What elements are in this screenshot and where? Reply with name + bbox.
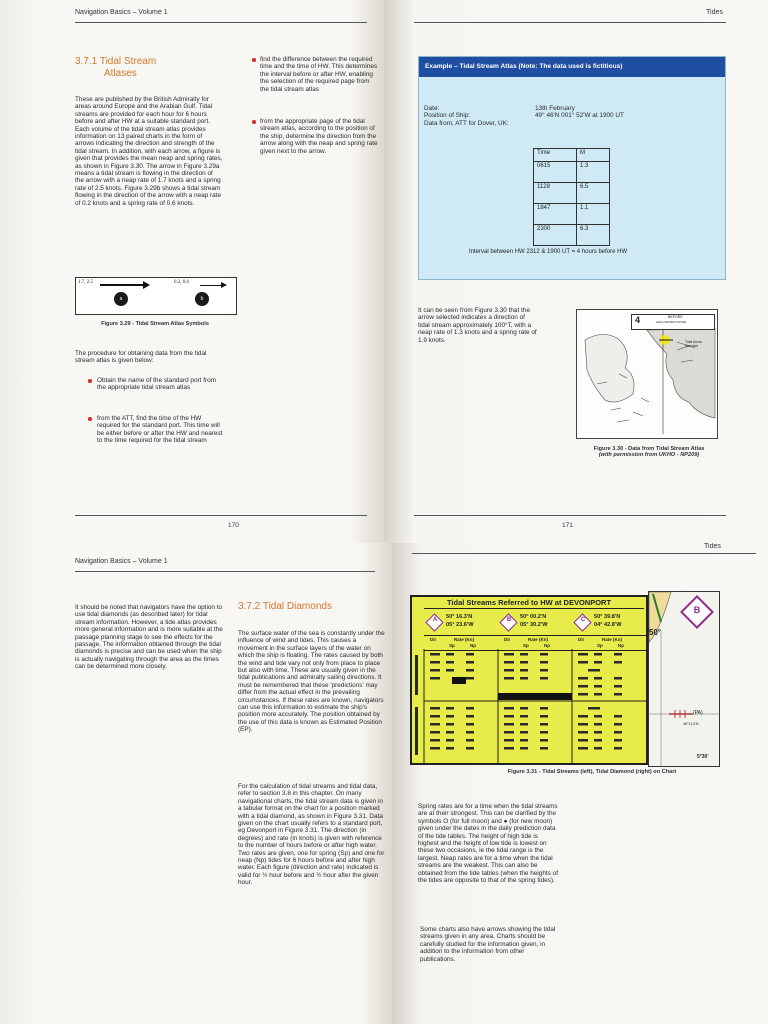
- position-label: Position of Ship:: [424, 112, 471, 120]
- diamond-c-letter: C: [580, 617, 586, 623]
- figure-caption: Figure 3.29 - Tidal Stream Atlas Symbols: [101, 321, 209, 327]
- diamond-c-header: [576, 613, 646, 637]
- running-header: Tides: [706, 9, 723, 16]
- symbol-a-circle: a: [114, 292, 128, 306]
- figure-caption-line-2: (with permission from UKHO - NP209): [598, 452, 700, 458]
- atlas-paragraph: It can be seen from Figure 3.30 that the arrow selected indicates a direction of tidal stream approximately 100°T, with a neap rate of 1.3 knots and a spring rate of 1.9 knots.: [418, 307, 537, 344]
- table-cell: 1.3: [577, 162, 610, 183]
- atlas-page-number: 4: [635, 315, 641, 325]
- running-header: Tides: [704, 543, 721, 550]
- example-title: Example – Tidal Stream Atlas (Note: The data used is fictitious): [419, 57, 725, 77]
- running-header: Navigation Basics – Volume 1: [75, 9, 168, 16]
- intro-paragraph: These are published by the British Admiralty for areas around Europe and the Arabian Gulf. Tidal streams are provided for each hour for 6 hours before and after HW at a suitable standard port. Each volume of the tidal stream atlas provides information on 13 paired charts in the form of arrows indicating the direction and strength of the tidal stream. In addition, with each arrow, a figure is given that provides the mean neap and spring rates, as shown in Figure 3.30. The arrow in Figure 3.29a means a tidal stream is flowing in the direction of the arrow with a neap rate of 1.7 knots and a spring rate of 2.5 knots. Figure 3.29b shows a tidal stream flowing in the direction of the arrow with a neap rate of 0.2 knots and a spring rate of 0.6 knots.: [75, 96, 223, 207]
- tidal-streams-table-figure: [410, 595, 648, 765]
- page-172: [0, 543, 392, 1024]
- diamond-b-header: [502, 613, 572, 637]
- diamond-a-lat: 50° 16.3'N: [446, 614, 473, 620]
- table-cell: 1128: [534, 183, 577, 204]
- tidal-atlas-map: [576, 309, 718, 439]
- header-rule: [412, 553, 756, 554]
- diamond-a-letter: A: [432, 617, 438, 623]
- col-dir-b: Dir: [504, 637, 511, 642]
- interval-result: Interval between HW 2312 & 1900 UT = 4 hours before HW: [469, 249, 628, 255]
- heading-line-2: Atlases: [104, 68, 137, 79]
- example-box: [418, 56, 726, 280]
- header-rule: [414, 22, 726, 23]
- table-row: [534, 162, 610, 183]
- page-number: 170: [228, 522, 239, 529]
- footer-rule: [414, 515, 726, 516]
- diamond-b-lon: 05° 30.2'W: [520, 622, 548, 628]
- col-sp-a: Sp: [449, 643, 455, 648]
- tidal-diamonds-paragraph-1: The surface water of the sea is constantly under the influence of wind and tides. This causes a movement in the surface layers of the water on which the ship is floating. The rates caused by both the wind and tide vary not only from place to place but also with time. These are usually given in the tidal publications and admiralty sailing directions. It must be remembered that these 'predictions' may differ from the actual effect in the prevailing circumstances. If these rates are known, navigators can use this information to estimate the ship's position more accurately. The position obtained by the use of this data is known as Estimated Position (EP).: [238, 630, 385, 734]
- chart-pa-label: (PA): [693, 710, 703, 716]
- diamond-c-lon: 04° 42.8'W: [594, 622, 622, 628]
- position-value: 49° 46'N 001° 52'W at 1900 UT: [535, 112, 624, 120]
- table-header-row: [534, 149, 610, 162]
- header-rule: [75, 571, 375, 572]
- figure-caption: [564, 446, 734, 458]
- bullet-item: from the appropriate page of the tidal stream atlas, according to the position of the ship, determine the direction from the arrow along with the neap and spring rate given next to the arrow.: [260, 118, 378, 155]
- bullet-dot: [252, 58, 256, 62]
- atlas-before-label: BEFORE: [668, 315, 683, 319]
- diamond-a-header: [428, 613, 490, 637]
- tidal-stream-value-grid: [412, 649, 646, 763]
- figure-caption: Figure 3.31 - Tidal Streams (left), Tidal Diamond (right) on Chart: [507, 769, 677, 775]
- page-170: [0, 0, 384, 543]
- footer-rule: [75, 515, 367, 516]
- table-cell: 1847: [534, 204, 577, 225]
- section-heading: 3.7.2 Tidal Diamonds: [238, 601, 332, 612]
- diamond-a-lon: 05° 23.6'W: [446, 622, 474, 628]
- col-np-b: Np: [544, 643, 550, 648]
- table-cell: 1.1: [577, 204, 610, 225]
- symbol-b-circle: b: [195, 292, 209, 306]
- header-rule: [75, 22, 367, 23]
- bullet-item: Obtain the name of the standard port from the appropriate tidal stream atlas: [97, 377, 217, 392]
- tidal-diamonds-paragraph-2: For the calculation of tidal streams and tidal data, refer to section 3.8 in this chapter. On many navigational charts, the tidal stream data is given in a tabular format on the chart for a position marked with a tidal diamond, as shown in Figure 3.31. Data given on the chart usually refers to a standard port, eg Devonport in Figure 3.31. The direction (in degrees) and rate (in knots) is given with reference to the number of hours before or after high water. Two rates are given, one for spring (Sp) and one for neap (Np) tides for 6 hours before and after high water. Each figure (direction and rate) indicated is valid for ½ hour before and ½ hour after the given hour.: [238, 783, 385, 887]
- chart-excerpt-drawing: [649, 592, 719, 766]
- table-row: [534, 204, 610, 225]
- col-rate-b: Rate (Kn): [528, 637, 548, 642]
- arrow-b-shaft: [200, 285, 222, 286]
- symbol-b-label: 0.2, 0.6: [174, 280, 189, 285]
- col-dir-a: Dir: [430, 637, 437, 642]
- page-173: [392, 543, 768, 1024]
- col-sp-b: Sp: [523, 643, 529, 648]
- procedure-intro: The procedure for obtaining data from the tidal stream atlas is given below:: [75, 350, 207, 365]
- col-np-c: Np: [618, 643, 624, 648]
- table-header: Time: [534, 149, 577, 162]
- bullet-dot: [88, 417, 92, 421]
- running-header: Navigation Basics – Volume 1: [75, 558, 168, 565]
- chart-diamond-letter: B: [693, 605, 701, 615]
- arrow-a-shaft: [100, 284, 144, 286]
- diamond-b-lat: 50° 00.2'N: [520, 614, 547, 620]
- tide-atlas-note: It should be noted that navigators have the option to use tidal diamonds (as described later) for tidal stream information. However, a tide atlas provides more general information and is more suitable at the passage planning stage to see the effects for the passage. The information obtained through the tidal diamonds is precise and can be used when the ship is actually navigating through the area as the times can be determined more closely.: [75, 604, 223, 671]
- table-cell: 2300: [534, 225, 577, 246]
- heading-line-1: 3.7.1 Tidal Stream: [75, 56, 157, 67]
- bullet-item: from the ATT, find the time of the HW required for the standard port. This time will be either before or after the HW and nearest to the time required for the tidal stream: [97, 415, 223, 445]
- chart-position-label: 48°11.5'N: [683, 722, 699, 726]
- atlas-page-label: [631, 314, 715, 330]
- tidal-arrow-selected-label: Tidal Arrow Selected: [685, 340, 702, 348]
- bullet-dot: [252, 120, 256, 124]
- table-row: [534, 225, 610, 246]
- chart-latitude-label: 50°: [649, 628, 662, 637]
- section-heading: [75, 56, 225, 80]
- data-source-label: Data from, ATT for Dover, UK:: [424, 119, 509, 127]
- tidal-atlas-symbols-figure: [75, 277, 237, 315]
- example-values: [535, 105, 715, 120]
- table-row: [534, 183, 610, 204]
- table-header: M: [577, 149, 610, 162]
- page-171: [384, 0, 768, 543]
- col-dir-c: Dir: [578, 637, 585, 642]
- chart-longitude-label: 5°30': [697, 754, 709, 760]
- title-rule: [424, 608, 644, 609]
- table-cell: 6.3: [577, 225, 610, 246]
- tide-times-table: [533, 148, 610, 246]
- table-cell: 0615: [534, 162, 577, 183]
- col-rate-a: Rate (Kn): [454, 637, 474, 642]
- symbol-a-label: 1.7, 2.5: [78, 280, 93, 285]
- date-value: 13th February: [535, 105, 575, 112]
- arrow-b-head: [221, 282, 227, 288]
- chart-excerpt: [648, 591, 720, 767]
- diamond-b-letter: B: [506, 617, 512, 623]
- arrow-a-head: [143, 281, 150, 289]
- example-labels: [424, 105, 524, 127]
- col-rate-c: Rate (Kn): [602, 637, 622, 642]
- diamond-c-lat: 50° 39.8'N: [594, 614, 621, 620]
- table-cell: 6.5: [577, 183, 610, 204]
- figure-caption-line-1: Figure 3.30 - Data from Tidal Stream Atlas: [593, 446, 705, 452]
- chart-arrows-paragraph: Some charts also have arrows showing the tidal streams given in any area. Charts should be carefully studied for the information given, in addition to the information from other publications.: [420, 926, 556, 963]
- spring-neap-paragraph: Spring rates are for a time when the tidal streams are at their strongest. This can be clarified by the symbols O (for full moon) and ● (for new moon) given under the dates in the daily prediction data of the tide tables. The height of high tide is highest and the height of low tide is lowest on these two occasions, ie the tidal range is the largest. Neap rates are for a time when the tidal streams are the weakest. This can also be obtained from the tide tables (when the heights of the tides are opposite to that of the spring tides).: [418, 803, 558, 885]
- atlas-hw-label: HIGH WATER DOVER: [656, 320, 687, 324]
- date-label: Date:: [424, 105, 440, 112]
- col-np-a: Np: [470, 643, 476, 648]
- page-number: 171: [562, 522, 573, 529]
- tidal-streams-title: Tidal Streams Referred to HW at DEVONPORT: [446, 598, 612, 607]
- bullet-item: find the difference between the required time and the time of HW. This determines the interval before or after HW, enabling the selection of the required page from the tidal stream atlas: [260, 56, 378, 93]
- bullet-dot: [88, 379, 92, 383]
- col-sp-c: Sp: [597, 643, 603, 648]
